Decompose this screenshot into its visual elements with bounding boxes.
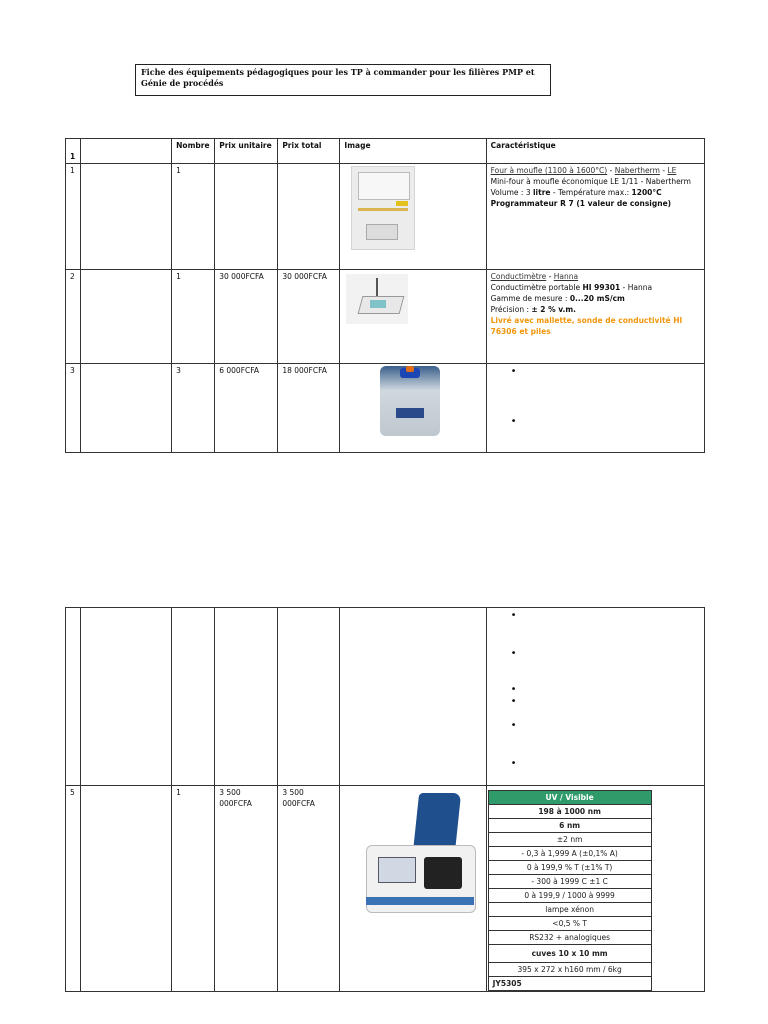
list-bullet: • — [510, 720, 517, 731]
header-caracteristique: Caractéristique — [486, 139, 704, 164]
row-num: 1 — [66, 164, 81, 270]
row-image — [340, 608, 486, 786]
row-image — [340, 270, 486, 364]
table-row — [66, 608, 705, 786]
row-num: 3 — [66, 364, 81, 453]
le-link[interactable]: LE — [667, 166, 677, 175]
row-num: 2 — [66, 270, 81, 364]
row-caracteristique — [486, 270, 704, 364]
header-prix-unitaire: Prix unitaire — [215, 139, 278, 164]
header-num: 1 — [66, 139, 81, 164]
document-title: Fiche des équipements pédagogiques pour les TP à commander pour les filières PMP et Génie de procédés — [135, 64, 551, 96]
row-name — [81, 786, 172, 992]
car-precision: Précision : ± 2 % v.m. — [490, 305, 577, 314]
table-header-row — [66, 139, 705, 164]
spec-table — [488, 790, 652, 991]
row-prix-unitaire — [215, 608, 278, 786]
row-prix-total: 30 000FCFA — [278, 270, 340, 364]
list-bullet: • — [510, 610, 517, 621]
spec-cell: 0 à 199,9 % T (±1% T) — [488, 861, 651, 875]
row-caracteristique — [486, 164, 704, 270]
furnace-link[interactable]: Four à moufle (1100 à 1600°C) — [490, 166, 608, 175]
row-caracteristique — [486, 786, 704, 992]
car-title-line: Four à moufle (1100 à 1600°C) - Nabertherm - LE — [490, 166, 677, 175]
list-bullet: • — [510, 684, 517, 695]
spec-cell: 0 à 199,9 / 1000 à 9999 — [488, 889, 651, 903]
car-title-line: Conductimètre - Hanna — [490, 272, 579, 281]
equipment-table-1 — [65, 138, 705, 453]
row-prix-total — [278, 164, 340, 270]
list-bullet: • — [510, 648, 517, 659]
list-bullet: • — [510, 758, 517, 769]
row-name — [81, 270, 172, 364]
row-prix-unitaire — [215, 164, 278, 270]
spec-cell: - 0,3 à 1,999 A (±0,1% A) — [488, 847, 651, 861]
row-num — [66, 608, 81, 786]
list-bullet: • — [510, 366, 517, 377]
spec-cell: 6 nm — [488, 819, 651, 833]
row-prix-unitaire: 6 000FCFA — [215, 364, 278, 453]
car-description: Mini-four à moufle économique LE 1/11 - Nabertherm — [490, 177, 691, 186]
row-prix-unitaire: 30 000FCFA — [215, 270, 278, 364]
spec-cell: ±2 nm — [488, 833, 651, 847]
row-prix-total: 18 000FCFA — [278, 364, 340, 453]
row-nombre: 1 — [172, 786, 215, 992]
table-row — [66, 270, 705, 364]
row-nombre: 3 — [172, 364, 215, 453]
spec-cell: 395 x 272 x h160 mm / 6kg — [488, 963, 651, 977]
header-image: Image — [340, 139, 486, 164]
header-name — [81, 139, 172, 164]
row-nombre: 1 — [172, 270, 215, 364]
row-name — [81, 608, 172, 786]
car-model: Conductimètre portable HI 99301 - Hanna — [490, 283, 653, 292]
spec-cell: 198 à 1000 nm — [488, 805, 651, 819]
nabertherm-link[interactable]: Nabertherm — [614, 166, 660, 175]
row-prix-total — [278, 608, 340, 786]
row-image — [340, 786, 486, 992]
hanna-link[interactable]: Hanna — [553, 272, 579, 281]
row-name — [81, 164, 172, 270]
equipment-table-2 — [65, 607, 705, 992]
table-row — [66, 364, 705, 453]
row-name — [81, 364, 172, 453]
table-row — [66, 164, 705, 270]
list-bullet: • — [510, 416, 517, 427]
header-prix-total: Prix total — [278, 139, 340, 164]
list-bullet: • — [510, 696, 517, 707]
row-num: 5 — [66, 786, 81, 992]
row-nombre — [172, 608, 215, 786]
spec-cell: JY5305 — [488, 977, 651, 991]
row-prix-unitaire: 3 500 000FCFA — [215, 786, 278, 992]
row-prix-total: 3 500 000FCFA — [278, 786, 340, 992]
car-gamme: Gamme de mesure : 0...20 mS/cm — [490, 294, 625, 303]
row-nombre: 1 — [172, 164, 215, 270]
spec-cell: cuves 10 x 10 mm — [488, 945, 651, 963]
spec-cell: lampe xénon — [488, 903, 651, 917]
spec-cell: <0,5 % T — [488, 917, 651, 931]
row-caracteristique — [486, 608, 704, 786]
header-nombre: Nombre — [172, 139, 215, 164]
car-volume: Volume : 3 litre - Température max.: 1200°C — [490, 188, 662, 197]
car-delivery-note: Livré avec mallette, sonde de conductivité HI 76306 et piles — [490, 316, 683, 336]
car-programmer: Programmateur R 7 (1 valeur de consigne) — [490, 199, 672, 208]
row-caracteristique — [486, 364, 704, 453]
row-image — [340, 164, 486, 270]
spec-cell: UV / Visible — [488, 791, 651, 805]
table-row — [66, 786, 705, 992]
row-image — [340, 364, 486, 453]
spec-cell: - 300 à 1999 C ±1 C — [488, 875, 651, 889]
spec-cell: RS232 + analogiques — [488, 931, 651, 945]
conductimetre-link[interactable]: Conductimètre — [490, 272, 547, 281]
